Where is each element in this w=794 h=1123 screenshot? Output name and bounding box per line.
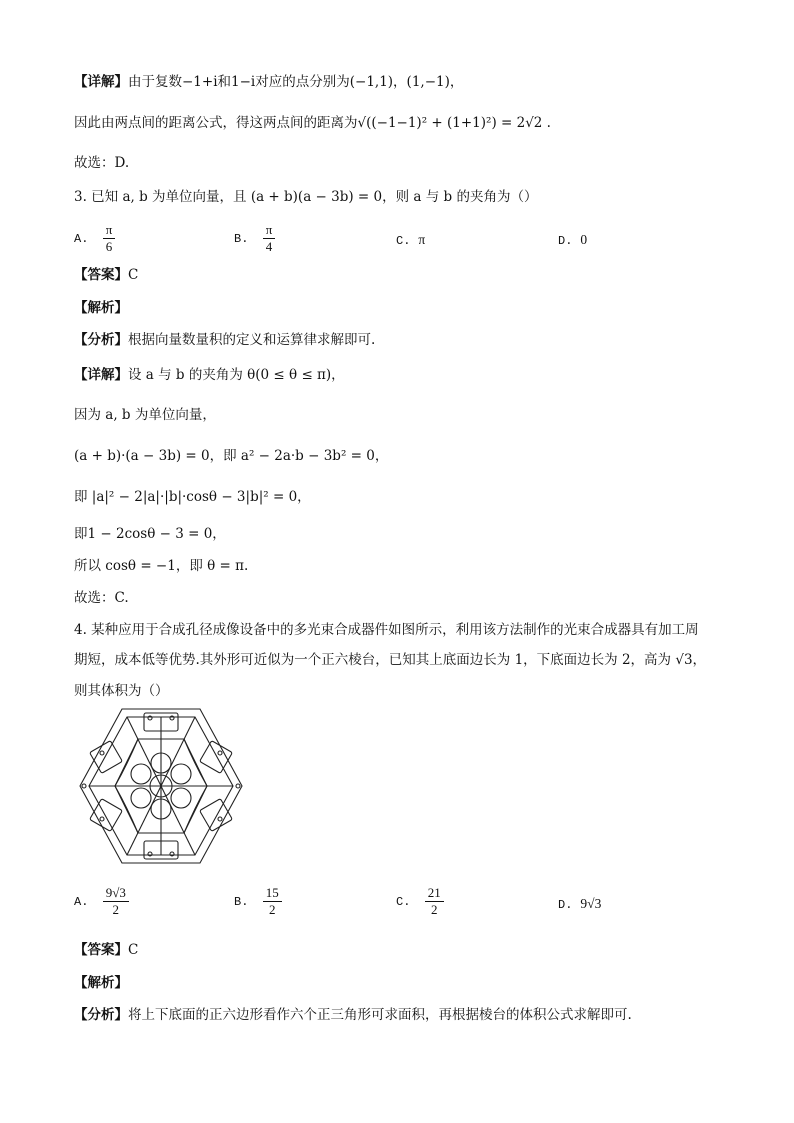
option-label: B. [234,232,249,246]
q3-option-a [74,222,117,255]
numerator: π [103,222,116,239]
option-value: π [418,232,426,247]
choose-d-text: 故选：D. [74,155,130,171]
fenxi-tag: 【分析】 [74,332,128,348]
fenxi-4-line [74,1005,632,1025]
fraction [425,885,444,918]
q3-option-d [558,230,587,251]
option-label: D. [558,898,573,912]
analysis-tag: 【解析】 [74,300,128,316]
option-label: B. [234,895,249,909]
step-text: 所以 cosθ = −1，即 θ = π. [74,558,249,574]
option-value: 0 [580,232,588,247]
answer-3-line [74,265,138,285]
denominator: 2 [268,902,276,917]
numerator: π [263,222,276,239]
answer-tag: 【答案】 [74,942,128,958]
step-text: 因为 a, b 为单位向量， [74,407,216,423]
option-value: 9√3 [580,896,602,911]
question-3 [74,187,537,207]
option-label: C. [396,234,411,248]
detail-text: 设 a 与 b 的夹角为 θ(0 ≤ θ ≤ π)， [128,367,345,383]
question-3-text: 3. 已知 a, b 为单位向量，且 (a + b)(a − 3b) = 0，则 a 与 b 的夹角为（） [74,189,538,205]
step-text: 即1 − 2cosθ − 3 = 0， [74,526,226,542]
option-label: A. [74,232,89,246]
fraction [103,885,129,918]
q4-option-d [558,894,601,915]
numerator: 21 [425,885,444,902]
q4-option-b [234,885,284,918]
beam-combiner-figure [72,705,250,867]
option-label: A. [74,895,89,909]
fenxi-tag: 【分析】 [74,1007,128,1023]
fraction [263,885,282,918]
step-5 [74,556,248,576]
q3-option-c [396,230,425,251]
answer-4-line [74,940,138,960]
step-text: (a + b)·(a − 3b) = 0，即 a² − 2a·b − 3b² = 0， [74,448,389,464]
q3-option-b [234,222,277,255]
denominator: 2 [112,902,120,917]
fenxi-text: 将上下底面的正六边形看作六个正三角形可求面积，再根据棱台的体积公式求解即可. [128,1007,632,1023]
numerator: 15 [263,885,282,902]
denominator: 6 [105,239,113,254]
analysis-4-line [74,973,128,993]
fenxi-3-line [74,330,375,350]
q4-option-c [396,885,446,918]
answer-value: C [128,267,139,283]
denominator: 4 [265,239,273,254]
step-4 [74,524,226,544]
numerator: 9√3 [103,885,129,902]
step-3 [74,487,311,507]
q4-option-a [74,885,131,918]
step-2 [74,446,388,466]
step-text: 故选：C. [74,590,129,606]
step-1 [74,405,216,425]
option-label: C. [396,895,411,909]
fraction [263,222,276,255]
question-4-line-1 [74,620,699,640]
question-4-line-3 [74,681,169,701]
distance-text: 因此由两点间的距离公式，得这两点间的距离为√((−1−1)² + (1+1)²) = 2√2 . [74,115,551,131]
analysis-3-line [74,298,128,318]
detail-tag: 【详解】 [74,74,128,90]
detail-tag: 【详解】 [74,367,128,383]
distance-line [74,113,551,133]
choose-d-line [74,153,129,173]
detail-3-line [74,365,345,385]
fenxi-text: 根据向量数量积的定义和运算律求解即可. [128,332,376,348]
detail-line-1 [74,72,463,92]
fraction [103,222,116,255]
analysis-tag: 【解析】 [74,975,128,991]
question-4-text: 期短，成本低等优势.其外形可近似为一个正六棱台，已知其上底面边长为 1，下底面边长为 2，高为 √3， [74,652,707,668]
answer-value: C [128,942,139,958]
detail-text: 由于复数−1+i和1−i对应的点分别为(−1,1)，(1,−1)， [128,74,464,90]
question-4-text: 4. 某种应用于合成孔径成像设备中的多光束合成器件如图所示，利用该方法制作的光束合成器具有加工周 [74,622,699,638]
question-4-text: 则其体积为（） [74,683,169,699]
denominator: 2 [430,902,438,917]
step-text: 即 |a|² − 2|a|·|b|·cosθ − 3|b|² = 0， [74,489,311,505]
answer-tag: 【答案】 [74,267,128,283]
hexagon-device-drawing [72,705,250,867]
question-4-line-2 [74,650,706,670]
option-label: D. [558,234,573,248]
step-6 [74,588,129,608]
